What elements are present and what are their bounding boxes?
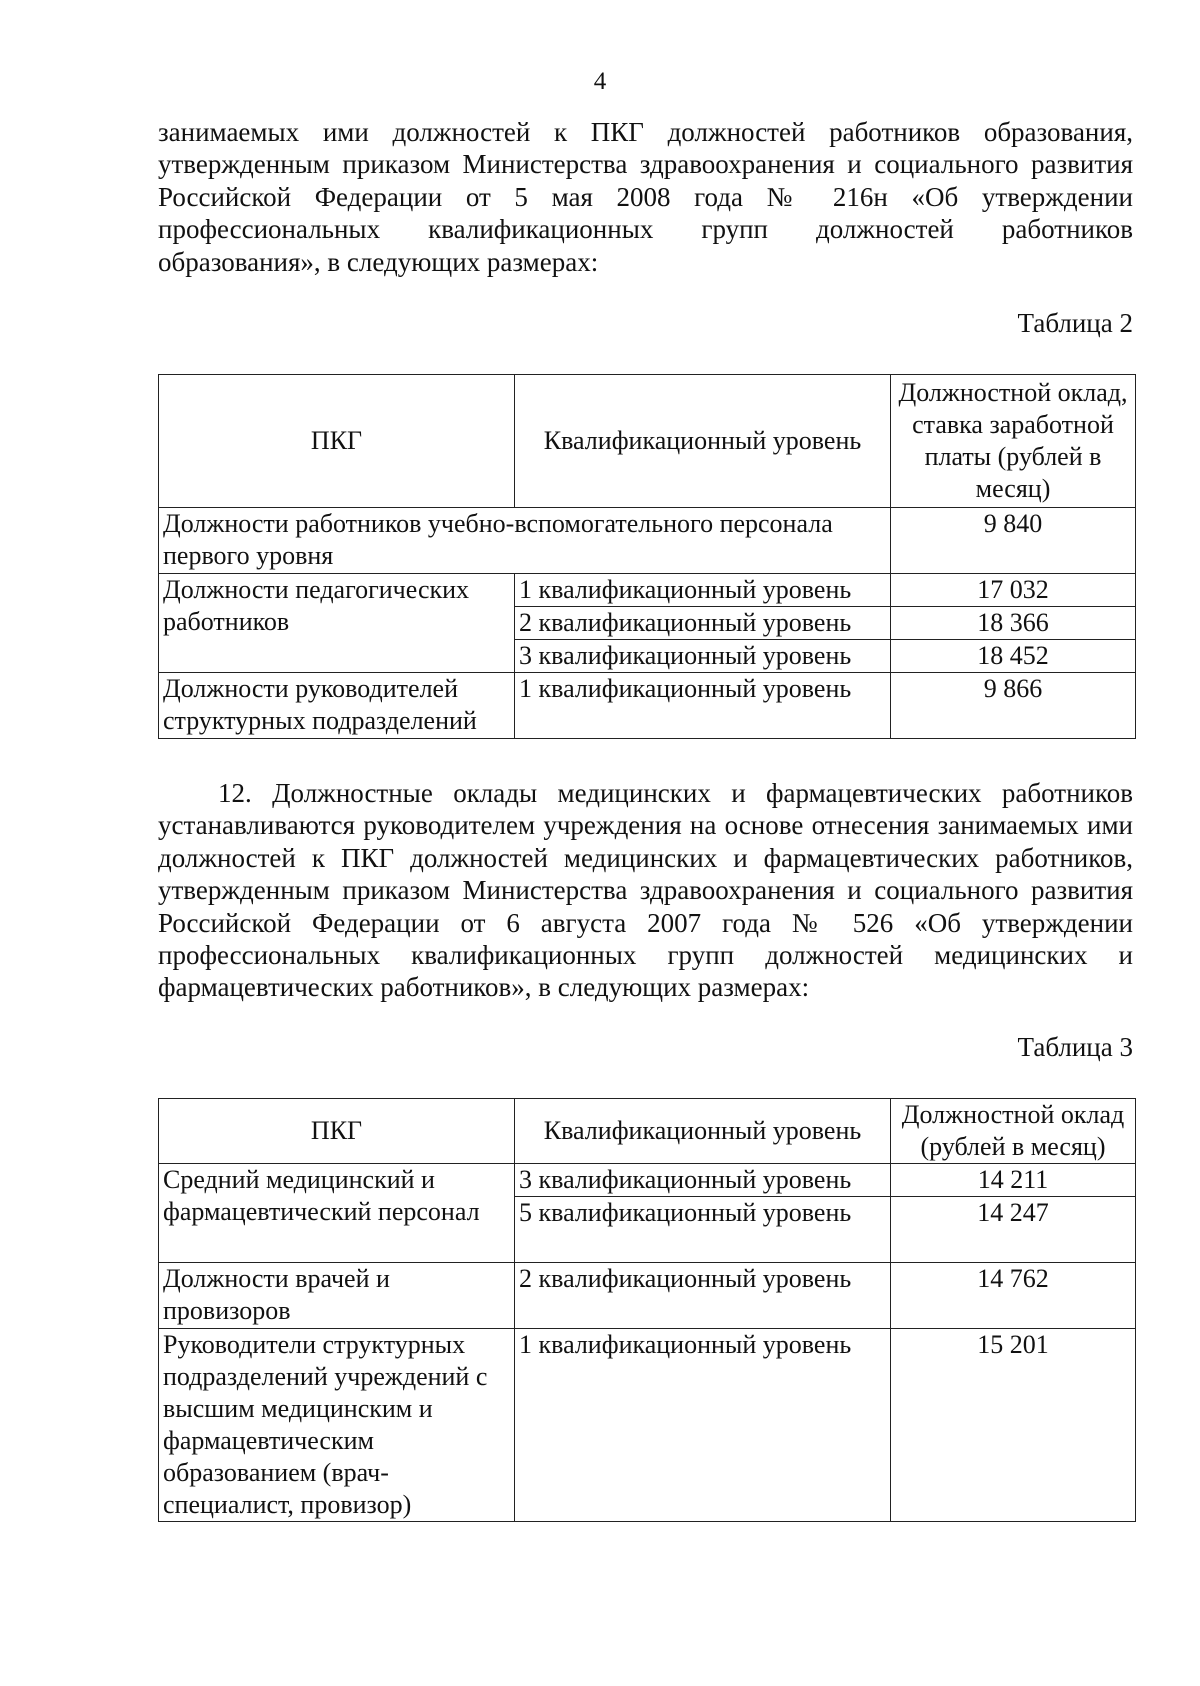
- salary-value: 9 840: [891, 508, 1136, 574]
- level-cell: 3 квалификационный уровень: [515, 640, 891, 673]
- header-pkg: ПКГ: [159, 375, 515, 508]
- paragraph-12: 12. Должностные оклады медицинских и фармацевтических работников устанавливаются руководителем учреждения на основе отнесения занимаемых ими должностей к ПКГ должностей медицинских и фармацевтических работников, утвержденным приказом Министерства здравоохранения и социального развития Российской Федерации от 6 августа 2007 года № 526 «Об утверждении профессиональных квалификационных групп должностей медицинских и фармацевтических работников», в следующих размерах:: [158, 778, 1133, 1003]
- salary-value: 18 452: [891, 640, 1136, 673]
- group-name: Руководители структурных подразделений учреждений с высшим медицинским и фармацевтическим образованием (врач-специалист, провизор): [159, 1329, 515, 1522]
- header-salary: Должностной оклад (рублей в месяц): [891, 1099, 1136, 1164]
- salary-value: 18 366: [891, 607, 1136, 640]
- group-name: Должности врачей и провизоров: [159, 1263, 515, 1329]
- salary-value: 9 866: [891, 673, 1136, 739]
- header-salary: Должностной оклад, ставка заработной платы (рублей в месяц): [891, 375, 1136, 508]
- group-name: Должности руководителей структурных подразделений: [159, 673, 515, 739]
- table-row: [159, 508, 1136, 574]
- salary-value: 17 032: [891, 574, 1136, 607]
- table-row: [159, 673, 1136, 739]
- level-cell: 3 квалификационный уровень: [515, 1164, 891, 1197]
- header-level: Квалификационный уровень: [515, 1099, 891, 1164]
- table-3: [158, 1098, 1136, 1522]
- level-cell: 2 квалификационный уровень: [515, 607, 891, 640]
- group-name: Должности педагогических работников: [159, 574, 515, 673]
- group-name: Средний медицинский и фармацевтический персонал: [159, 1164, 515, 1263]
- table-3-caption: Таблица 3: [1017, 1032, 1133, 1062]
- level-cell: 1 квалификационный уровень: [515, 673, 891, 739]
- salary-value: 14 247: [891, 1197, 1136, 1263]
- table-header-row: [159, 375, 1136, 508]
- salary-value: 14 211: [891, 1164, 1136, 1197]
- table-row: [159, 1164, 1136, 1197]
- level-cell: 1 квалификационный уровень: [515, 1329, 891, 1522]
- table-header-row: [159, 1099, 1136, 1164]
- salary-value: 15 201: [891, 1329, 1136, 1522]
- header-level: Квалификационный уровень: [515, 375, 891, 508]
- group-name: Должности работников учебно-вспомогательного персонала первого уровня: [159, 508, 891, 574]
- table-2-caption: Таблица 2: [1017, 308, 1133, 338]
- paragraph-intro: занимаемых ими должностей к ПКГ должностей работников образования, утвержденным приказом Министерства здравоохранения и социального развития Российской Федерации от 5 мая 2008 года № 216н «Об утверждении профессиональных квалификационных групп должностей работников образования», в следующих размерах:: [158, 117, 1133, 277]
- page-number: 4: [593, 68, 607, 95]
- table-2: [158, 374, 1136, 739]
- level-cell: 1 квалификационный уровень: [515, 574, 891, 607]
- level-cell: 5 квалификационный уровень: [515, 1197, 891, 1263]
- header-pkg: ПКГ: [159, 1099, 515, 1164]
- level-cell: 2 квалификационный уровень: [515, 1263, 891, 1329]
- table-row: [159, 1329, 1136, 1522]
- salary-value: 14 762: [891, 1263, 1136, 1329]
- table-row: [159, 574, 1136, 607]
- table-row: [159, 1263, 1136, 1329]
